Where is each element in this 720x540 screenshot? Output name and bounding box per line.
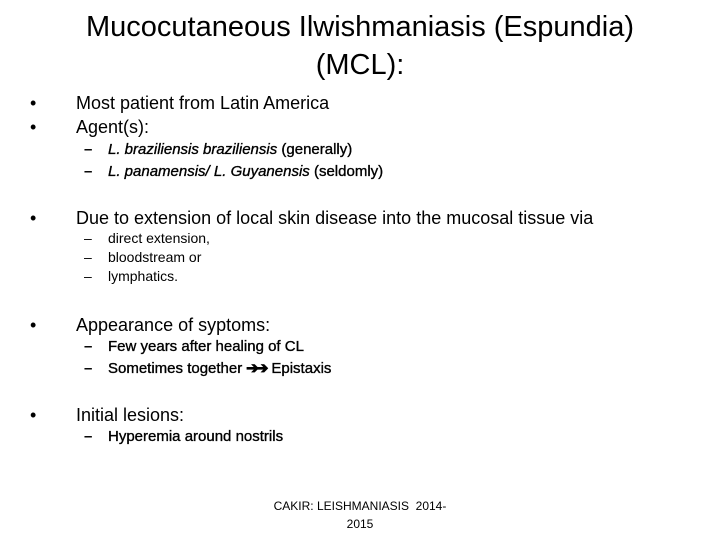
sub-item-direct (0, 229, 720, 248)
bullet-item-appearance (0, 313, 720, 337)
bullet-item-agents (0, 115, 720, 139)
dash-icon: – (84, 141, 93, 158)
bullet-icon: • (30, 315, 37, 335)
species-name: L. panamensis/ L. Guyanensis (108, 163, 310, 180)
slide-title-line1: Mucocutaneous Ilwishmaniasis (Espundia) (85, 11, 635, 43)
bullet-icon: • (30, 117, 37, 137)
dash-icon: – (84, 338, 93, 355)
species-name: L. braziliensis braziliensis (108, 141, 278, 158)
slide-title-line2: (MCL): (315, 49, 405, 81)
dash-icon: – (84, 360, 93, 377)
frequency-note: (seldomly) (309, 163, 384, 180)
route-text: bloodstream or (108, 249, 202, 265)
route-text: direct extension, (108, 230, 210, 246)
bullet-text: Agent(s): (76, 117, 150, 137)
dash-icon: – (84, 428, 93, 445)
bullet-item-initial (0, 403, 720, 427)
slide-footer (230, 497, 490, 533)
symptom-text: Sometimes together (108, 360, 243, 377)
sub-item-bloodstream (0, 248, 720, 267)
bullet-item-extension (0, 206, 720, 230)
bullet-text: Appearance of syptoms: (76, 315, 271, 335)
epistaxis-text: Epistaxis (271, 360, 332, 377)
symptom-text: Few years after healing of CL (108, 338, 304, 355)
bullet-icon: • (30, 208, 37, 228)
dash-icon: – (84, 249, 92, 265)
sub-item-together (0, 358, 720, 380)
dash-icon: – (84, 163, 93, 180)
dash-icon: – (84, 268, 92, 284)
bullet-icon: • (30, 93, 37, 113)
bullet-group-2 (0, 206, 720, 230)
frequency-note: (generally) (277, 141, 353, 158)
agents-sublist (0, 139, 720, 183)
bullet-group-3 (0, 313, 720, 337)
sub-item-braziliensis (0, 139, 720, 161)
lesions-sublist (0, 426, 720, 448)
sub-item-years-after (0, 336, 720, 358)
footer-line1: CAKIR: LEISHMANIASIS 2014- (273, 499, 447, 513)
double-arrow-icon: ➔➔ (246, 360, 266, 377)
footer-line2: 2015 (346, 517, 374, 531)
routes-sublist (0, 229, 720, 286)
bullet-text: Most patient from Latin America (76, 93, 330, 113)
bullet-text: Initial lesions: (76, 405, 185, 425)
lesion-text: Hyperemia around nostrils (108, 428, 284, 445)
bullet-group-4 (0, 403, 720, 427)
sub-item-hyperemia (0, 426, 720, 448)
dash-icon: – (84, 230, 92, 246)
slide-title (0, 8, 720, 84)
bullet-text: Due to extension of local skin disease into the mucosal tissue via (76, 208, 594, 228)
bullet-item-origin (0, 91, 720, 115)
sub-item-panamensis (0, 161, 720, 183)
bullet-icon: • (30, 405, 37, 425)
symptoms-sublist (0, 336, 720, 380)
route-text: lymphatics. (108, 268, 179, 284)
sub-item-lymphatics (0, 267, 720, 286)
bullet-group-1 (0, 91, 720, 139)
